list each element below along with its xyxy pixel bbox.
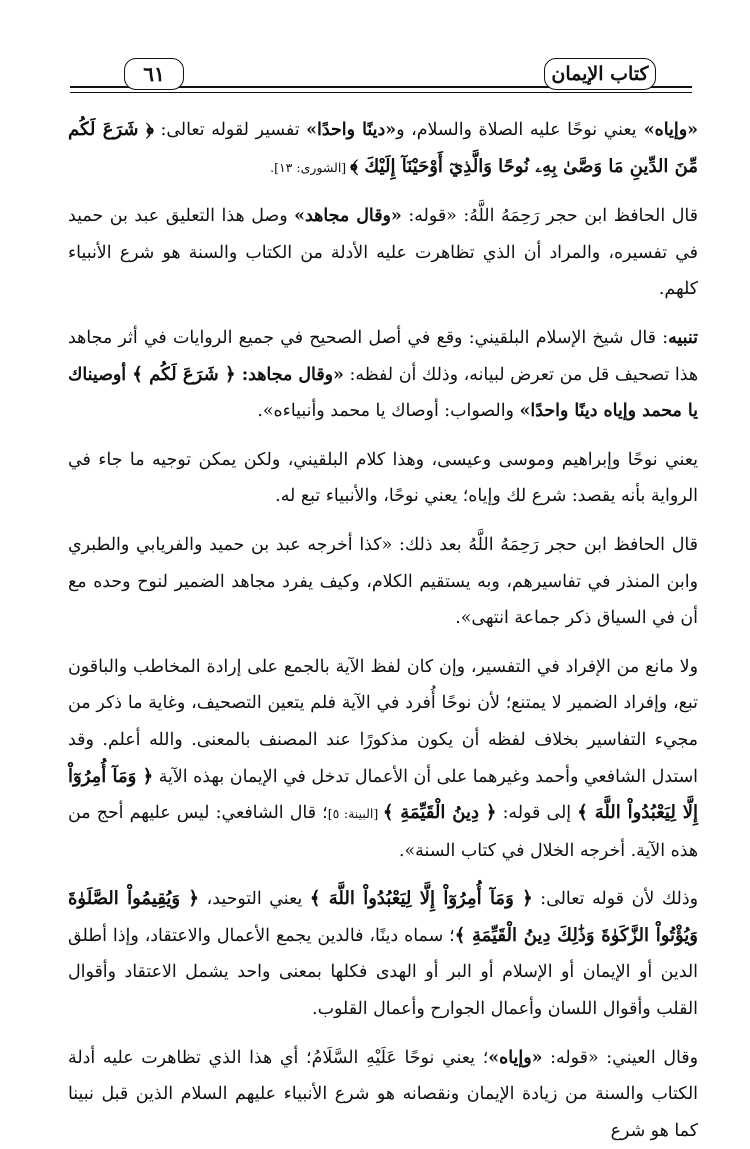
quoted-term: «وإياه» <box>488 1047 543 1068</box>
verse-reference: [البينة: ٥] <box>327 806 383 822</box>
chapter-title: كتاب الإيمان <box>544 58 656 90</box>
paragraph-5: قال الحافظ ابن حجر رَحِمَهُ اللَّهُ بعد ذلك: «كذا أخرجه عبد بن حميد والفريابي والطبري وابن المنذر في تفاسيرهم، وبه يستقيم الكلام، وكيف يفرد مجاهد الضمير لنوح وحده مع أن في السياق ذكر جماعة انتهى». <box>68 534 698 629</box>
paragraph-6 <box>68 649 698 870</box>
quran-verse: ﴿ دِينُ الْقَيِّمَةِ ﴾ <box>382 802 497 824</box>
paragraph-3 <box>68 320 698 430</box>
header-rule-thin <box>70 92 692 93</box>
quran-verse: ﴿ شَرَعَ لَكُم مِّنَ الدِّينِ مَا وَصَّىٰ بِهِۦ نُوحًا وَالَّذِيٓ أَوْحَيْنَآ إِلَيْكَ ﴾ <box>68 119 698 177</box>
text-run: قال الحافظ ابن حجر رَحِمَهُ اللَّهُ: «قوله: <box>401 206 698 227</box>
text-run: يعني التوحيد، <box>198 889 310 910</box>
text-run: تفسير لقوله تعالى: <box>153 120 307 140</box>
quoted-term: «وقال مجاهد» <box>294 206 402 227</box>
page-header <box>70 56 692 96</box>
quoted-term: «وإياه» <box>636 120 698 140</box>
text-run: : قال شيخ الإسلام البلقيني: وقع في أصل الصحيح في جميع الروايات في أثر مجاهد هذا تصحيف قل من تعرض لبيانه، وذلك أن لفظه: <box>68 327 698 385</box>
text-run: ؛ قال الشافعي: ليس عليهم أحج من هذه الآية. أخرجه الخلال في كتاب السنة». <box>68 803 698 861</box>
text-run: وصل هذا التعليق عبد بن حميد في تفسيره، والمراد أن الذي تظاهرت عليه الأدلة من الكتاب والسنة هو شرع الأنبياء كلهم. <box>68 206 698 300</box>
quoted-term: أوصيناك يا محمد وإياه دينًا واحدًا» <box>68 364 698 422</box>
text-run: يعني نوحًا عليه الصلاة والسلام، و <box>396 120 637 140</box>
quran-verse: ﴿ وَمَآ أُمِرُوٓاْ إِلَّا لِيَعْبُدُواْ اللَّهَ ﴾ <box>309 888 533 910</box>
page-number: ٦١ <box>124 58 184 90</box>
text-run: وذلك لأن قوله تعالى: <box>532 889 698 910</box>
quran-verse: ﴿ وَيُقِيمُواْ الصَّلَوٰةَ وَيُؤْتُواْ الزَّكَوٰةَ وَذَٰلِكَ دِينُ الْقَيِّمَةِ ﴾ <box>68 888 698 946</box>
paragraph-1 <box>68 112 698 186</box>
quoted-term: «وقال مجاهد: <box>235 364 344 385</box>
note-label: تنبيه <box>668 327 698 348</box>
paragraph-4: يعني نوحًا وإبراهيم وموسى وعيسى، وهذا كلام البلقيني، ولكن يمكن توجيه ما جاء في الرواية بأنه يقصد: شرع لك وإياه؛ يعني نوحًا، والأنبياء تبع له. <box>68 449 698 507</box>
text-run: ؛ يعني نوحًا عَلَيْهِ السَّلَامُ؛ أي هذا الذي تظاهرت عليه أدلة الكتاب والسنة من زيادة الإيمان ونقصانه هو شرع الأنبياء عليهم السلام الذين قبل نبينا كما هو شرع <box>68 1047 698 1141</box>
verse-reference: [الشورى: ١٣]. <box>270 159 351 175</box>
text-run: ولا مانع من الإفراد في التفسير، وإن كان لفظ الآية بالجمع على إرادة المخاطب والباقون تبع، وإفراد الضمير لا يمتنع؛ لأن نوحًا أُفرد في الآية فلم يتعين التصحيف، وغاية ما ذكر من مجيء التفاسير بخلاف لفظه أن يكون مذكورًا عند المصنف بالمعنى. والله أعلم. وقد استدل الشافعي وأحمد وغيرهما على أن الأعمال تدخل في الإيمان بهذه الآية <box>68 656 698 787</box>
paragraph-7 <box>68 881 698 1027</box>
paragraph-8 <box>68 1040 698 1149</box>
page-body <box>68 112 698 1149</box>
quran-verse: ﴿ شَرَعَ لَكُم ﴾ <box>132 363 236 385</box>
text-run: وقال العيني: «قوله: <box>542 1047 698 1068</box>
text-run: إلى قوله: <box>496 803 578 824</box>
text-run: ؛ سماه دينًا، فالدين يجمع الأعمال والاعتقاد، وإذا أطلق الدين أو الإيمان أو الإسلام أو البر أو الهدى فكلها بمعنى واحد يشمل الاعتقاد وأقوال القلب وأقوال اللسان وأعمال الجوارح وأعمال القلوب. <box>68 925 698 1020</box>
quran-verse: ﴿ وَمَآ أُمِرُوٓاْ إِلَّا لِيَعْبُدُواْ اللَّهَ ﴾ <box>68 765 698 824</box>
text-run: والصواب: أوصاك يا محمد وأنبياءه». <box>257 401 520 422</box>
paragraph-2 <box>68 198 698 308</box>
quoted-term: «دينًا واحدًا» <box>306 120 397 140</box>
